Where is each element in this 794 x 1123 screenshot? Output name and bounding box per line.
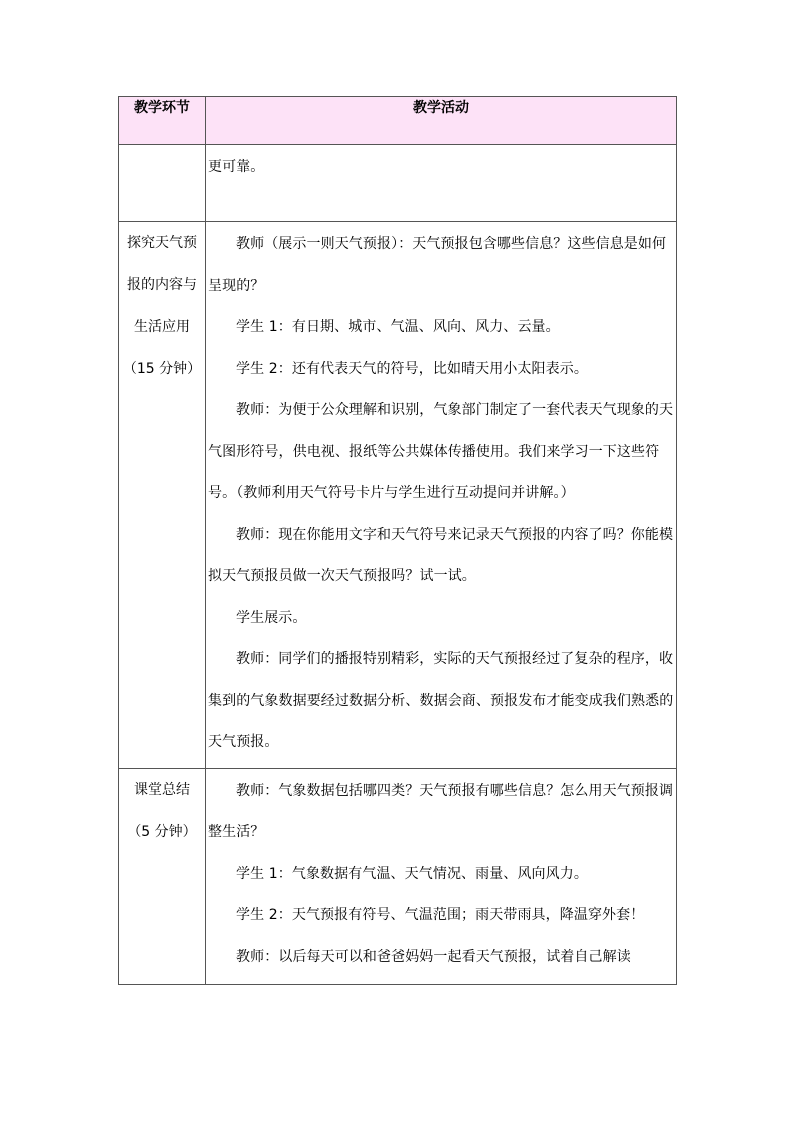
activity-paragraph: 学生 2：还有代表天气的符号，比如晴天用小太阳表示。 [236, 360, 588, 377]
table-row [119, 222, 677, 769]
stage-duration: （5 分钟） [127, 823, 197, 840]
stage-label-line: 课堂总结 [134, 781, 190, 798]
activity-paragraph: 教师：以后每天可以和爸爸妈妈一起看天气预报，试着自己解读 [236, 948, 631, 965]
activity-paragraph: 学生 1：有日期、城市、气温、风向、风力、云量。 [236, 319, 560, 335]
table-header-row [119, 97, 677, 145]
activity-paragraph: 学生 2：天气预报有符号、气温范围；雨天带雨具，降温穿外套！ [236, 907, 645, 923]
activity-paragraph: 更可靠。 [208, 159, 265, 175]
activity-cell [206, 222, 677, 769]
activity-paragraph: 教师：现在你能用文字和天气符号来记录天气预报的内容了吗？你能模拟天气预报员做一次天气预报吗？试一试。 [208, 526, 674, 584]
activity-paragraph: 学生 1：气象数据有气温、天气情况、雨量、风向风力。 [236, 865, 588, 882]
stage-label-line: 生活应用 [134, 319, 190, 335]
activity-paragraph: 教师：同学们的播报特别精彩，实际的天气预报经过了复杂的程序，收集到的气象数据要经过数据分析、数据会商、预报发布才能变成我们熟悉的天气预报。 [208, 651, 674, 750]
stage-cell [119, 145, 206, 222]
activity-cell [206, 768, 677, 984]
lesson-plan-table [118, 96, 677, 985]
activity-paragraph: 学生展示。 [236, 609, 307, 626]
header-activity: 教学活动 [206, 97, 677, 145]
stage-cell [119, 768, 206, 984]
table-row [119, 768, 677, 984]
table-row [119, 145, 677, 222]
stage-cell [119, 222, 206, 769]
activity-cell [206, 145, 677, 222]
activity-paragraph: 教师（展示一则天气预报）：天气预报包含哪些信息？这些信息是如何呈现的？ [208, 236, 667, 294]
stage-duration: （15 分钟） [122, 361, 202, 377]
stage-label-line: 探究天气预 [127, 235, 197, 251]
stage-label-line: 报的内容与 [127, 277, 197, 293]
header-stage: 教学环节 [119, 97, 206, 145]
activity-paragraph: 教师：为便于公众理解和识别，气象部门制定了一套代表天气现象的天气图形符号，供电视、报纸等公共媒体传播使用。我们来学习一下这些符号。（教师利用天气符号卡片与学生进行互动提问并讲解。） [208, 402, 674, 501]
activity-paragraph: 教师：气象数据包括哪四类？天气预报有哪些信息？怎么用天气预报调整生活？ [208, 782, 674, 840]
